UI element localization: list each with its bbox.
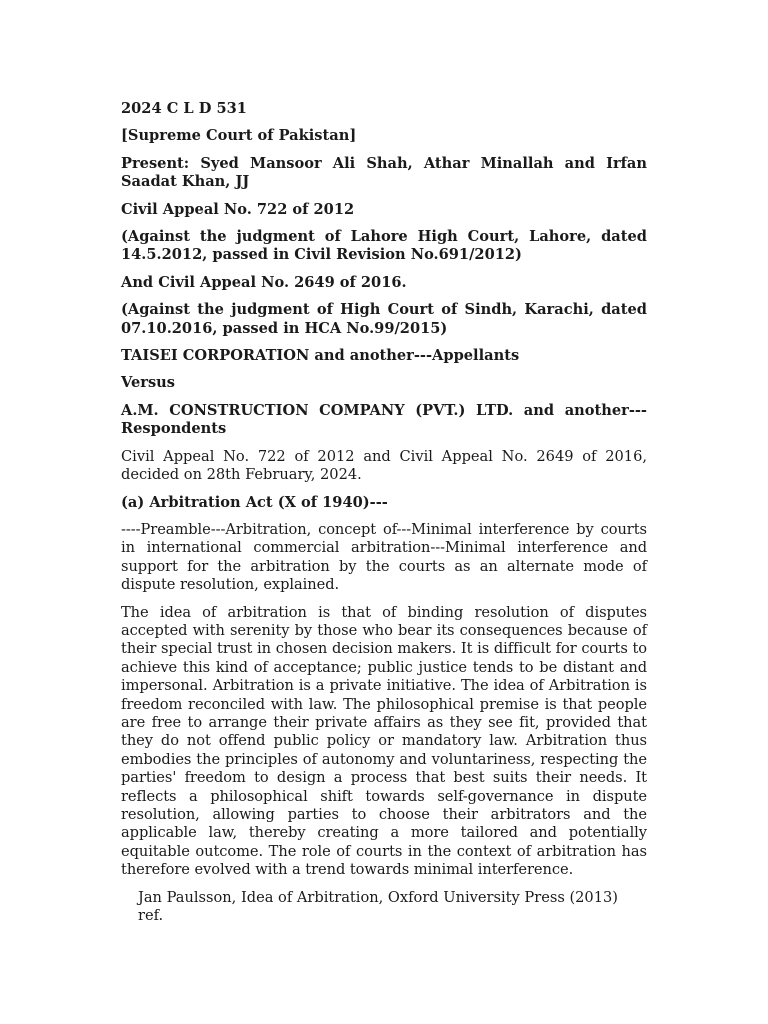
headnote-summary: ----Preamble---Arbitration, concept of---Minimal interference by courts in international commercial arbitration---Minimal interference and support for the arbitration by the courts as an alternate mode of dispute resolution, explained. [121, 520, 647, 594]
bench-present: Present: Syed Mansoor Ali Shah, Athar Minallah and Irfan Saadat Khan, JJ [121, 154, 647, 191]
citation: 2024 C L D 531 [121, 100, 247, 117]
civil-appeal-2: And Civil Appeal No. 2649 of 2016. [121, 273, 407, 291]
judgment-document [121, 100, 647, 925]
civil-appeal-2-against: (Against the judgment of High Court of Sindh, Karachi, dated 07.10.2016, passed in HCA No.99/2015) [121, 301, 647, 337]
civil-appeal-1: Civil Appeal No. 722 of 2012 [121, 200, 355, 218]
court-name: [Supreme Court of Pakistan] [121, 127, 357, 145]
appellants: TAISEI CORPORATION and another---Appellants [121, 347, 520, 365]
decided-date: Civil Appeal No. 722 of 2012 and Civil Appeal No. 2649 of 2016, decided on 28th February, 2024. [121, 447, 647, 484]
headnote-body: The idea of arbitration is that of binding resolution of disputes accepted with serenity by those who bear its consequences because of their special trust in chosen decision makers. It is difficult for courts to achieve this kind of acceptance; public justice tends to be distant and impersonal. Arbitration is a private initiative. The idea of Arbitration is freedom reconciled with law. The philosophical premise is that people are free to arrange their private affairs as they see fit, provided that they do not offend public policy or mandatory law. Arbitration thus embodies the principles of autonomy and voluntariness, respecting the parties' freedom to design a process that best suits their needs. It reflects a philosophical shift towards self-governance in dispute resolution, allowing parties to choose their arbitrators and the applicable law, thereby creating a more tailored and potentially equitable outcome. The role of courts in the context of arbitration has therefore evolved with a trend towards minimal interference. [121, 603, 647, 879]
civil-appeal-1-against: (Against the judgment of Lahore High Court, Lahore, dated 14.5.2012, passed in Civil Revision No.691/2012) [121, 228, 647, 264]
reference-citation: Jan Paulsson, Idea of Arbitration, Oxford University Press (2013) ref. [138, 888, 618, 925]
versus: Versus [121, 374, 175, 392]
respondents: A.M. CONSTRUCTION COMPANY (PVT.) LTD. and another---Respondents [121, 401, 647, 438]
headnote-heading: (a) Arbitration Act (X of 1940)--- [121, 493, 388, 511]
